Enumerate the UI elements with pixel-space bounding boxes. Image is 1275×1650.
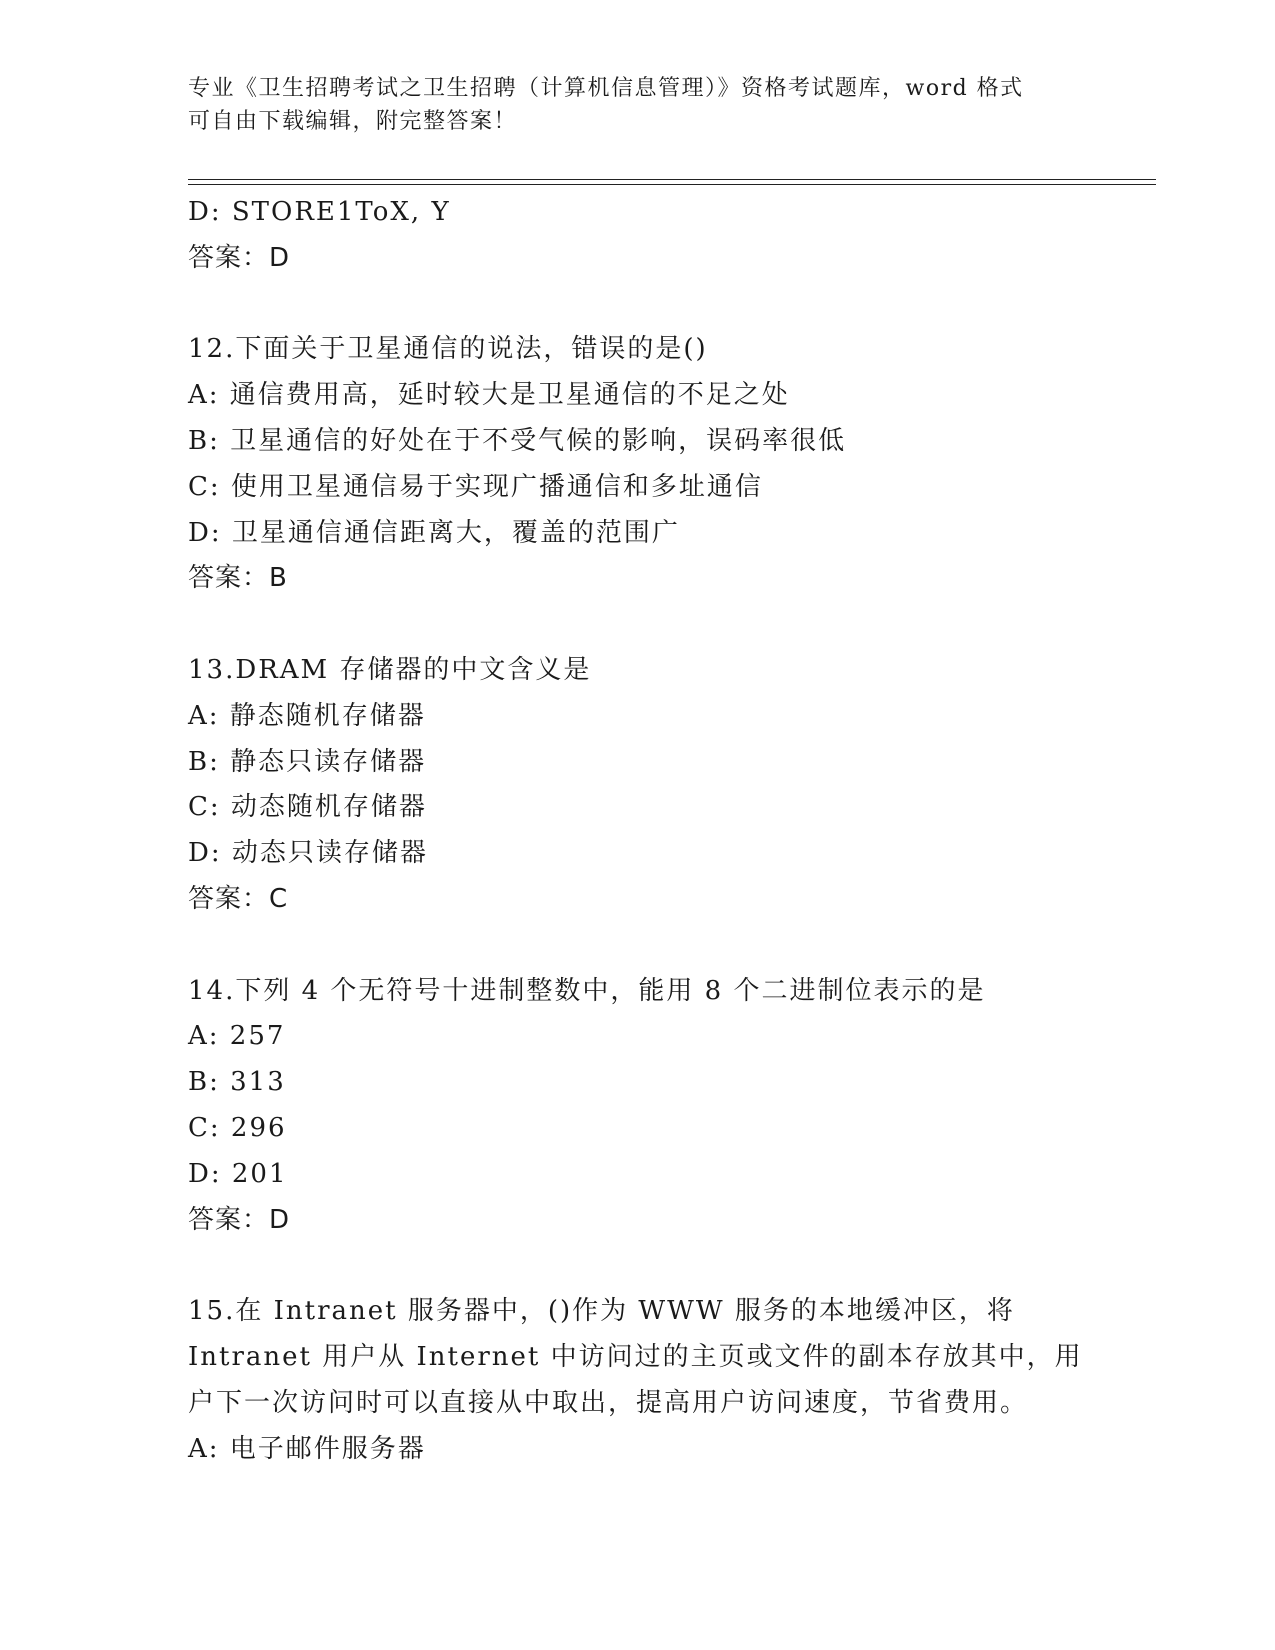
q14-option-d: D: 201 xyxy=(188,1158,288,1189)
spacer xyxy=(188,602,1148,648)
q15-question-line-1: 15.在 Intranet 服务器中，()作为 WWW 服务的本地缓冲区，将 xyxy=(188,1296,1015,1327)
q13-option-d: D: 动态只读存储器 xyxy=(188,838,428,869)
q15-question-line-3: 户下一次访问时可以直接从中取出，提高用户访问速度，节省费用。 xyxy=(188,1387,1029,1418)
q12-option-a: A: 通信费用高，延时较大是卫星通信的不足之处 xyxy=(188,380,790,411)
q12-answer: 答案：B xyxy=(188,563,288,594)
q14-question: 14.下列 4 个无符号十进制整数中，能用 8 个二进制位表示的是 xyxy=(188,975,986,1006)
q13-option-a: A: 静态随机存储器 xyxy=(188,700,426,731)
spacer xyxy=(188,1243,1148,1289)
q14-option-b: B: 313 xyxy=(188,1067,286,1098)
q12-option-c: C: 使用卫星通信易于实现广播通信和多址通信 xyxy=(188,471,763,502)
q11-option-d: D: STORE1ToX, Y xyxy=(188,197,451,227)
q12-question: 12.下面关于卫星通信的说法，错误的是() xyxy=(188,334,708,365)
q14-option-c: C: 296 xyxy=(188,1112,287,1143)
q14-option-a: A: 257 xyxy=(188,1021,286,1052)
q12-option-d: D: 卫星通信通信距离大，覆盖的范围广 xyxy=(188,517,680,548)
header-line-2: 可自由下载编辑，附完整答案！ xyxy=(188,109,518,134)
q13-answer: 答案：C xyxy=(188,883,289,914)
q13-option-c: C: 动态随机存储器 xyxy=(188,792,427,823)
q13-option-b: B: 静态只读存储器 xyxy=(188,746,427,777)
header-divider-bottom xyxy=(188,184,1156,185)
q13-question: 13.DRAM 存储器的中文含义是 xyxy=(188,654,592,685)
document-header xyxy=(188,72,1088,138)
q15-option-a: A: 电子邮件服务器 xyxy=(188,1433,426,1464)
spacer xyxy=(188,923,1148,969)
header-divider-top xyxy=(188,179,1156,180)
q11-answer: 答案：D xyxy=(188,242,291,273)
q14-answer: 答案：D xyxy=(188,1204,291,1235)
q12-option-b: B: 卫星通信的好处在于不受气候的影响，误码率很低 xyxy=(188,425,847,456)
q15-question-line-2: Intranet 用户从 Internet 中访问过的主页或文件的副本存放其中，用 xyxy=(188,1341,1083,1372)
header-line-1: 专业《卫生招聘考试之卫生招聘（计算机信息管理）》资格考试题库，word 格式 xyxy=(188,76,1024,101)
spacer xyxy=(188,282,1148,328)
question-list xyxy=(188,190,1148,1472)
